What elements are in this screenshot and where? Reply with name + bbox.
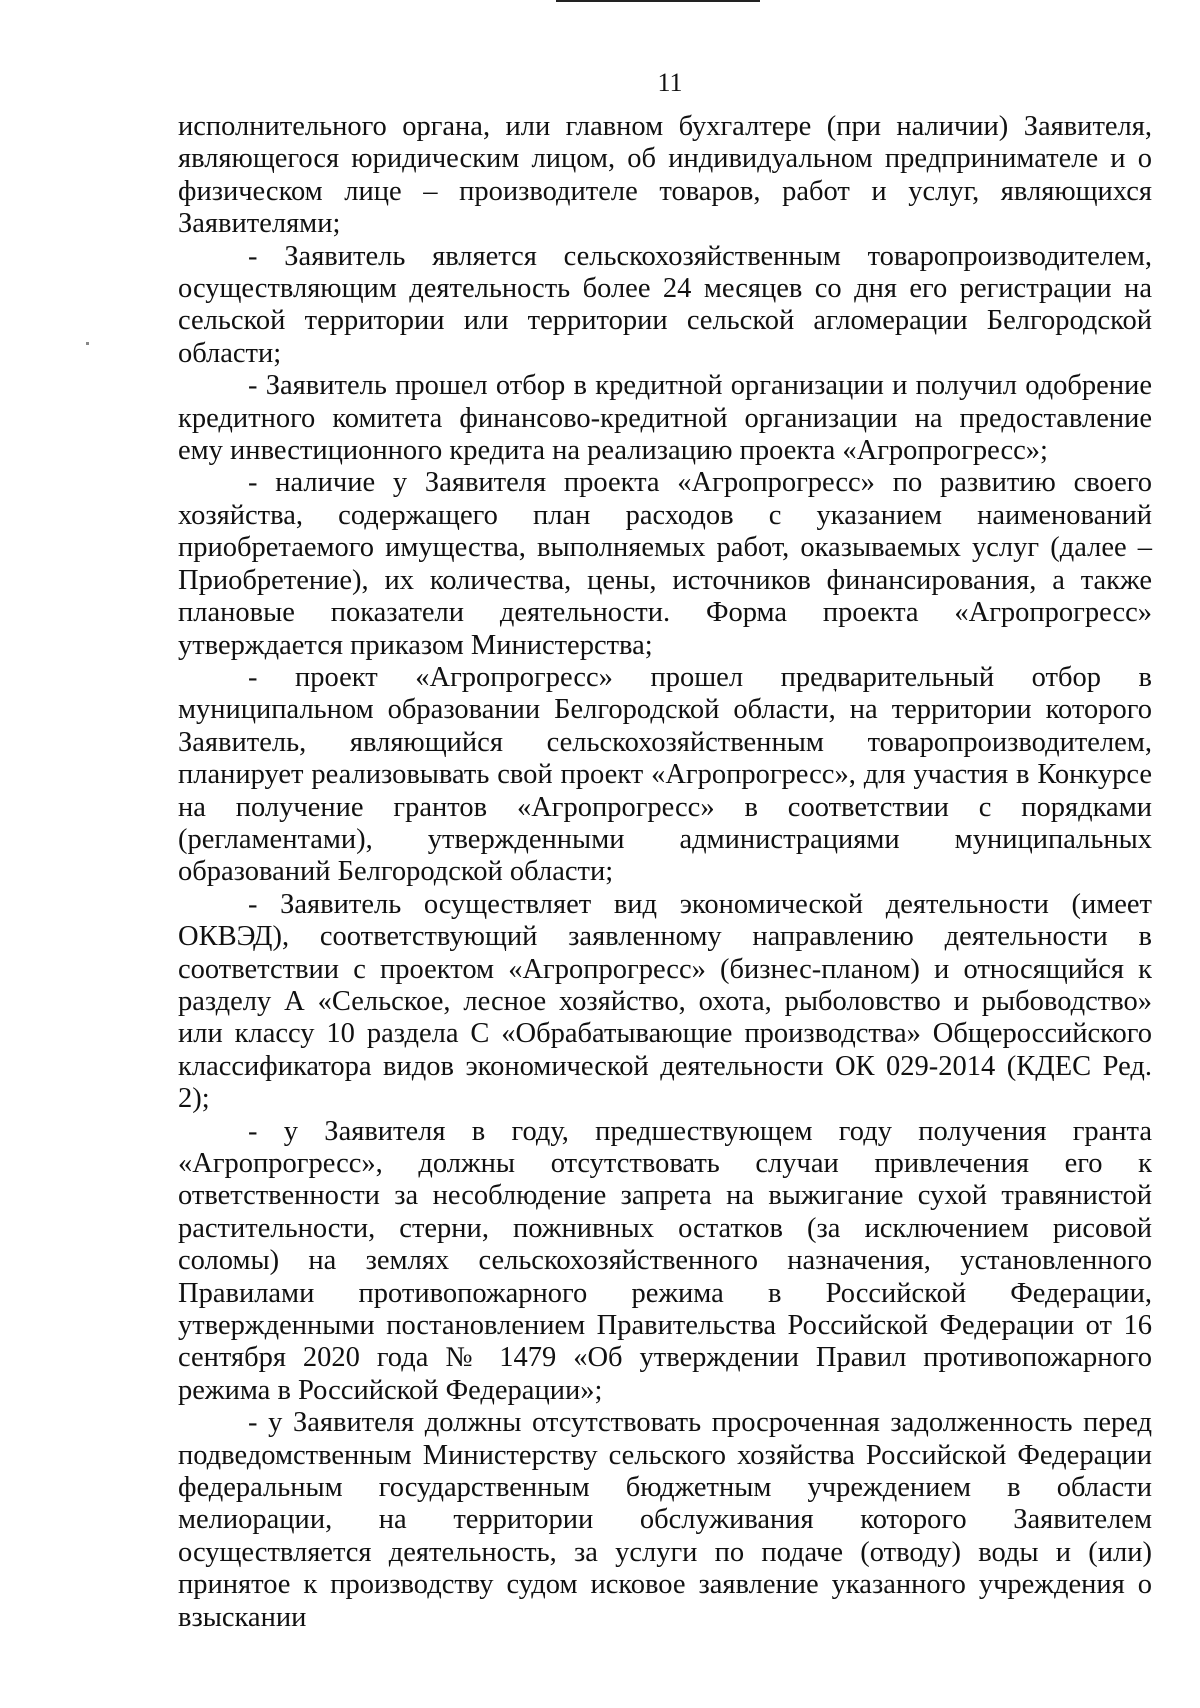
paragraph: - у Заявителя должны отсутствовать просроченная задолженность перед подведомственным Министерству сельского хозяйства Российской Федерации федеральным государственным бюджетным учреждением в области мелиорации, на территории обслуживания которого Заявителем осуществляется деятельность, за услуги по подаче (отводу) воды и (или) принятое к производству судом исковое заявление указанного учреждения о взыскании	[178, 1407, 1152, 1633]
paragraph: - Заявитель осуществляет вид экономической деятельности (имеет ОКВЭД), соответствующий заявленному направлению деятельности в соответствии с проектом «Агропрогресс» (бизнес-планом) и относящийся к разделу А «Сельское, лесное хозяйство, охота, рыболовство и рыбоводство» или классу 10 раздела С «Обрабатывающие производства» Общероссийского классификатора видов экономической деятельности ОК 029-2014 (КДЕС Ред. 2);	[178, 888, 1152, 1115]
paragraph: - Заявитель является сельскохозяйственным товаропроизводителем, осуществляющим деятельность более 24 месяцев со дня его регистрации на сельской территории или территории сельской агломерации Белгородской области;	[178, 240, 1152, 369]
scan-speck	[86, 342, 89, 345]
paragraph: исполнительного органа, или главном бухгалтере (при наличии) Заявителя, являющегося юридическим лицом, об индивидуальном предпринимателе и о физическом лице – производителе товаров, работ и услуг, являющихся Заявителями;	[178, 111, 1152, 240]
page-number: 11	[657, 68, 683, 97]
paragraph: - Заявитель прошел отбор в кредитной организации и получил одобрение кредитного комитета финансово-кредитной организации на предоставление ему инвестиционного кредита на реализацию проекта «Агропрогресс»;	[178, 370, 1152, 467]
scan-edge-line	[556, 0, 760, 2]
paragraph: - проект «Агропрогресс» прошел предварительный отбор в муниципальном образовании Белгородской области, на территории которого Заявитель, являющийся сельскохозяйственным товаропроизводителем, планирует реализовывать свой проект «Агропрогресс», для участия в Конкурсе на получение грантов «Агропрогресс» в соответствии с порядками (регламентами), утвержденными администрациями муниципальных образований Белгородской области;	[178, 661, 1152, 888]
document-body	[178, 111, 1152, 1634]
paragraph: - наличие у Заявителя проекта «Агропрогресс» по развитию своего хозяйства, содержащего план расходов с указанием наименований приобретаемого имущества, выполняемых работ, оказываемых услуг (далее – Приобретение), их количества, цены, источников финансирования, а также плановые показатели деятельности. Форма проекта «Агропрогресс» утверждается приказом Министерства;	[178, 467, 1152, 661]
paragraph: - у Заявителя в году, предшествующем году получения гранта «Агропрогресс», должны отсутствовать случаи привлечения его к ответственности за несоблюдение запрета на выжигание сухой травянистой растительности, стерни, пожнивных остатков (за исключением рисовой соломы) на землях сельскохозяйственного назначения, установленного Правилами противопожарного режима в Российской Федерации, утвержденными постановлением Правительства Российской Федерации от 16 сентября 2020 года № 1479 «Об утверждении Правил противопожарного режима в Российской Федерации»;	[178, 1115, 1152, 1406]
